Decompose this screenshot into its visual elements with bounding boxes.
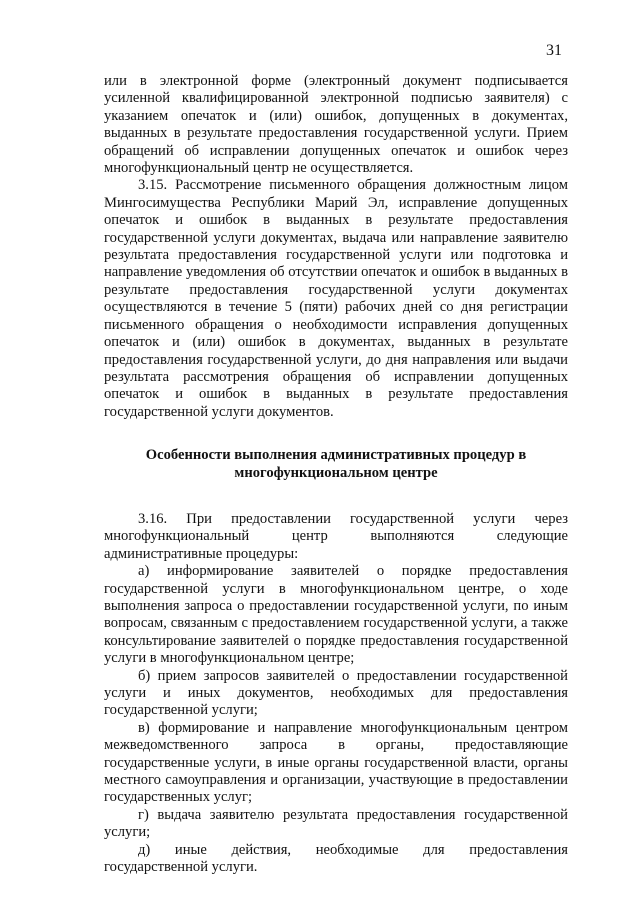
paragraph-3-16: 3.16. При предоставлении государственной услуги через многофункциональный центр выполняются следующие административные процедуры: xyxy=(104,510,568,562)
list-item-g: г) выдача заявителю результата предоставления государственной услуги; xyxy=(104,806,568,841)
list-item-a: а) информирование заявителей о порядке предоставления государственной услуги в многофункциональном центре, о ходе выполнения запроса о предоставлении государственной услуги, по иным вопросам, связанным с предоставлением государственной услуги, а также консультирование заявителей о порядке предоставления государственной услуги в многофункциональном центре; xyxy=(104,563,568,667)
list-item-d: д) иные действия, необходимые для предоставления государственной услуги. xyxy=(104,841,568,876)
paragraph-3-15: 3.15. Рассмотрение письменного обращения должностным лицом Мингосимущества Республики Марий Эл, исправление допущенных опечаток и ошибок в выданных в результате предоставления государственной услуги документах, выдача или направление заявителю результата предоставления государственной услуги или подготовка и направление уведомления об отсутствии опечаток и ошибок в выданных в результате предоставления государственной услуги документах осуществляются в течение 5 (пяти) рабочих дней со дня регистрации письменного обращения о необходимости исправления допущенных опечаток и (или) ошибок в документах, выданных в результате предоставления государственной услуги, до дня направления или выдачи результата рассмотрения обращения об исправлении допущенных опечаток и ошибок в выданных в результате предоставления государственной услуги документов. xyxy=(104,177,568,420)
list-item-v: в) формирование и направление многофункциональным центром межведомственного запроса в органы, предоставляющие государственные услуги, в иные органы государственной власти, органы местного самоуправления и организации, участвующие в предоставлении государственных услуг; xyxy=(104,719,568,806)
paragraph-continued: или в электронной форме (электронный документ подписывается усиленной квалифицированной электронной подписью заявителя) с указанием опечаток и (или) ошибок, допущенных в документах, выданных в результате предоставления государственной услуги. Прием обращений об исправлении допущенных опечаток и ошибок через многофункциональный центр не осуществляется. xyxy=(104,73,568,177)
section-heading-line-1: Особенности выполнения административных процедур в xyxy=(145,447,527,464)
document-body xyxy=(104,73,568,876)
list-item-b: б) прием запросов заявителей о предоставлении государственной услуги и иных документов, необходимых для предоставления государственной услуги; xyxy=(104,667,568,719)
section-heading xyxy=(104,447,568,482)
page-number: 31 xyxy=(546,42,562,59)
section-heading-line-2: многофункциональном центре xyxy=(234,464,438,481)
